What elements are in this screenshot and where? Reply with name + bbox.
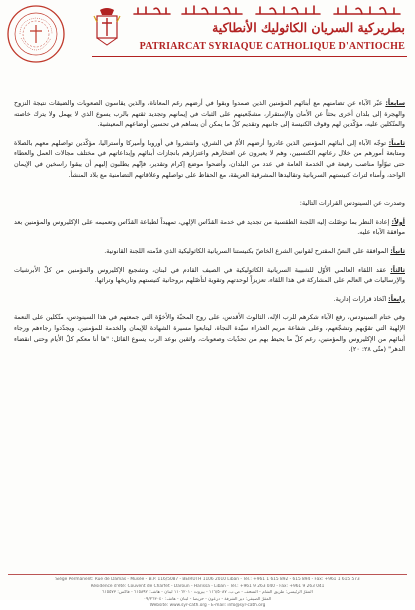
- item-label: أولاً:: [391, 217, 405, 226]
- paragraph-text: إعادة النظر بما توصّلت إليه اللجنة الطقسية من تجديد في خدمة القدّاس الإلهي، تمهيداً لطباعة القدّاس وتعميمه على الإكليروس والمؤمنين بعد موافقة الآباء عليه.: [14, 217, 405, 237]
- paragraph-seventh: [14, 98, 405, 130]
- patriarchate-stamp: [6, 4, 66, 64]
- decision-third: [14, 265, 405, 286]
- decision-second: [14, 246, 405, 257]
- item-label: ثالثاً:: [390, 265, 405, 274]
- syriac-title: [130, 4, 405, 18]
- paragraph-text: وصدرت عن السينودس القرارات التالية:: [299, 199, 405, 208]
- paragraph-eighth: [14, 138, 405, 180]
- french-title: PATRIARCAT SYRIAQUE CATHOLIQUE D'ANTIOCHE: [139, 41, 405, 52]
- paragraph-text: عقد اللقاء العالمي الأوّل للشبيبة السريانية الكاثوليكية في الصيف القادم في لبنان، وتشجيع الإكليروس والمؤمنين من كلّ الأبرشيات والإرساليات في العالم على المشاركة في هذا اللقاء، تعزيزاً لوحدتهم وتقوية لتأصّلهم بروحانية كنيستهم وتاريخها وتراثها.: [14, 265, 405, 285]
- patriarchal-crest-icon: [92, 6, 122, 46]
- header-divider: [92, 56, 407, 57]
- arabic-title: بطريركية السريان الكاثوليك الأنطاكية: [212, 20, 405, 35]
- closing-paragraph: [14, 312, 405, 354]
- footer-summer-residence-ar: المقرّ الصيفي: دير الشرفة - درعون - حريصا - لبنان - هاتف: ٠٩/٢٦٣٠٤٠: [143, 596, 272, 602]
- item-label: سابعاً:: [385, 99, 405, 107]
- paragraph-text: الموافقة على النصّ المقترح لقوانين الشرع الخاصّ بكنيستنا السريانية الكاثوليكية الذي قدّمته اللجنة القانونية.: [104, 246, 391, 255]
- footer-address-fr: Siège Permanent: Rue de Damas - Musée - B.P. 116/5087 - BEIRUTH 1106 2010 Liban - Tél.: +961 1 615 892 - 615 894 - Fax: +961 1 615 573: [55, 577, 360, 582]
- item-label: ثامناً:: [388, 138, 405, 147]
- paragraph-text: وفي ختام السينودس، رفع الآباء شكرهم للرب الإله، الثالوث الأقدس، على روح المحبّة والأخوّة التي جمعتهم في هذا السينودس، متّكلين على النعمة الإلهية التي تقوّيهم وتشجّعهم، وعلى شفاعة مريم العذراء سيّدة النجاة، ليتابعوا مسيرة الشهادة للإيمان والخدمة للمؤمنين، ويجدّدوا رجاءهم ورجاء أبنائهم من الإكليروس والمؤمنين، رغم كلّ ما يحيط بهم من تحدّيات وصعوبات، واثقين بوعد الرب يسوع القائل: "ها أنا معكم كلّ الأيام وحتى انقضاء الدهر" (متّى ٢٨: ٢٠).: [14, 313, 405, 354]
- item-label: ثانياً:: [390, 246, 405, 255]
- decision-first: [14, 217, 405, 238]
- footer-summer-residence-fr: Résidence d'été: Couvent de Charfet - Daroun - Harissa - Liban - Tél.: +961 9 263 040 - Fax: +961 9 263 041: [90, 583, 325, 589]
- letterhead-footer: [8, 574, 407, 610]
- paragraph-text: اتّخاذ قرارات إدارية.: [333, 294, 389, 303]
- item-label: رابعاً:: [388, 294, 405, 303]
- decisions-intro: [14, 198, 405, 209]
- decision-fourth: [14, 294, 405, 305]
- footer-contact: Website: www.syr-cath.org - E-mail: info@syr-cath.org: [149, 603, 266, 609]
- paragraph-text: توجّه الآباء إلى أبنائهم المؤمنين الذين غادروا أرضهم الأمّ في الشرق، وانتشروا في أوروبا وأميركا وأستراليا، مؤكّدين تواصلهم معهم بالصلاة ومتابعة أمورهم من خلال رعاتهم الكنسيين، وهم لا يعبرون عن افتخارهم واعتزازهم بانجازات أبنائهم وإبداعاتهم في مختلف مجالات العمل والعطاء حتى تبوّأوا مناصب رفيعة في الخدمة العامة في عدد من البلدان، وأضحوا موضع إكرام وتقدير، فإنّهم يطلبون إليهم أن يبقوا راسخين في الإيمان الواحد، وأمناء لتراث كنيستهم السريانية وتقاليدها المشرقية العريقة، مع الحفاظ على تواصلهم وعلاقاتهم التضامنية مع بلاد المنشأ.: [14, 138, 405, 179]
- paragraph-text: عبّر الآباء عن تضامنهم مع أبنائهم المؤمنين الذين صمدوا وبقوا في أرضهم رغم المعاناة، والذين يقاسون الصعوبات والضيقات نتيجة النزوح والهجرة إلى بلدان أخرى بحثاً عن الأمان والإستقرار، مشجّعينهم على الثبات في إيمانهم وتجديد ثقتهم بالرب يسوع الذي لا يهمل ولا يترك خاصته والمتّكلين عليه، مؤكّدين لهم وقوف الكنيسة إلى جانبهم وتقديم كلّ ما يمكن أن يساهم في تحسين أوضاعهم المعيشية.: [14, 99, 405, 129]
- footer-address-ar: المقرّ الرئيسي: طريق الشام - المتحف - ص.ب. ١١٦/٥٠٨٧ - بيروت ١١٠٦٢٠١٠ لبنان - هاتف: ٦١٥٨٩٢ - فاكس: ٦١٥٥٧٣: [102, 590, 313, 596]
- document-body: [14, 98, 405, 363]
